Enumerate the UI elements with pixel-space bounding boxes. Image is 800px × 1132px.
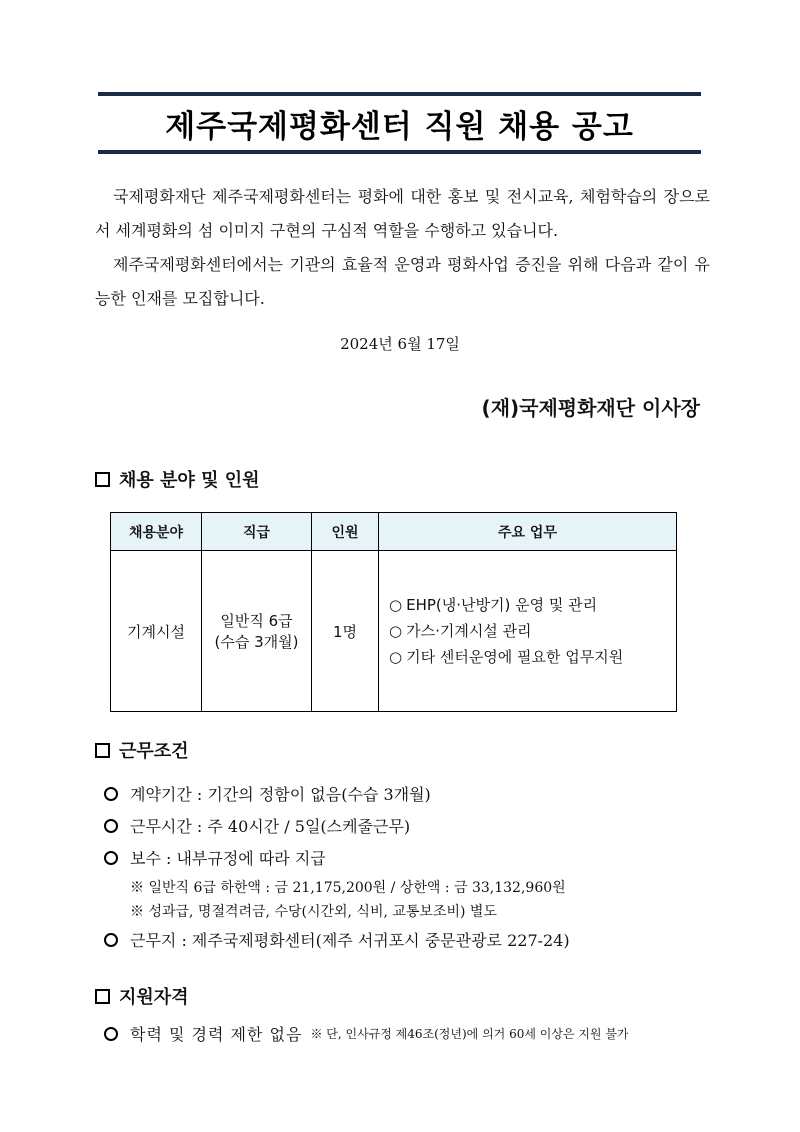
intro-paragraph-2: 제주국제평화센터에서는 기관의 효율적 운영과 평화사업 증진을 위해 다음과 같이 유능한 인재를 모집합니다.: [95, 255, 710, 308]
duty-text: EHP(냉·난방기) 운영 및 관리: [406, 596, 598, 614]
circle-bullet-icon: ○: [389, 622, 403, 640]
cell-field: 기계시설: [111, 551, 202, 712]
duty-item: [389, 618, 675, 644]
header-field: 채용분야: [111, 513, 202, 551]
table-row: [111, 551, 677, 712]
circle-bullet-icon: [104, 787, 118, 801]
header-duties: 주요 업무: [379, 513, 677, 551]
cell-grade: [202, 551, 312, 712]
square-bullet-icon: [95, 989, 110, 1004]
item-text: 계약기간 : 기간의 정함이 없음(수습 3개월): [130, 785, 431, 804]
list-item: [104, 846, 326, 869]
section-title: 근무조건: [119, 741, 189, 762]
circle-bullet-icon: [104, 819, 118, 833]
circle-bullet-icon: [104, 1027, 118, 1041]
cell-duties: [379, 551, 677, 712]
square-bullet-icon: [95, 472, 110, 487]
signer: (재)국제평화재단 이사장: [481, 396, 700, 420]
cell-count: 1명: [312, 551, 379, 712]
intro: [95, 180, 710, 316]
list-item: [104, 1022, 629, 1045]
item-text: 근무시간 : 주 40시간 / 5일(스케줄근무): [130, 817, 411, 836]
section-recruitment: [95, 466, 260, 492]
item-text: 근무지 : 제주국제평화센터(제주 서귀포시 중문관광로 227-24): [130, 931, 570, 950]
section-title: 채용 분야 및 인원: [119, 470, 260, 491]
duty-item: [389, 592, 675, 618]
circle-bullet-icon: [104, 851, 118, 865]
table-header-row: [111, 513, 677, 551]
duty-text: 기타 센터운영에 필요한 업무지원: [406, 648, 624, 666]
section-conditions: [95, 737, 189, 763]
salary-note: ※ 일반직 6급 하한액 : 금 21,175,200원 / 상한액 : 금 33,132,960원: [130, 880, 566, 896]
age-limit-note: ※ 단, 인사규정 제46조(정년)에 의거 60세 이상은 지원 불가: [310, 1027, 629, 1041]
title-box: [98, 92, 701, 154]
page-title: 제주국제평화센터 직원 채용 공고: [165, 108, 634, 145]
header-count: 인원: [312, 513, 379, 551]
header-grade: 직급: [202, 513, 312, 551]
item-text: 학력 및 경력 제한 없음: [130, 1025, 303, 1044]
item-text: 보수 : 내부규정에 따라 지급: [130, 849, 326, 868]
square-bullet-icon: [95, 743, 110, 758]
recruitment-table: [110, 512, 677, 712]
duty-item: [389, 644, 675, 670]
allowance-note: ※ 성과급, 명절격려금, 수당(시간외, 식비, 교통보조비) 별도: [130, 904, 497, 920]
grade-line-2: (수습 3개월): [214, 633, 299, 651]
intro-paragraph-1: 국제평화재단 제주국제평화센터는 평화에 대한 홍보 및 전시교육, 체험학습의 장으로서 세계평화의 섬 이미지 구현의 구심적 역할을 수행하고 있습니다.: [95, 187, 710, 240]
duty-text: 가스·기계시설 관리: [406, 622, 532, 640]
list-item: [104, 782, 431, 805]
section-title: 지원자격: [119, 987, 189, 1008]
circle-bullet-icon: [104, 933, 118, 947]
list-item: [104, 928, 570, 951]
circle-bullet-icon: ○: [389, 596, 403, 614]
grade-line-1: 일반직 6급: [220, 612, 293, 630]
notice-date: 2024년 6월 17일: [340, 335, 460, 353]
section-qualifications: [95, 983, 189, 1009]
circle-bullet-icon: ○: [389, 648, 403, 666]
list-item: [104, 814, 410, 837]
